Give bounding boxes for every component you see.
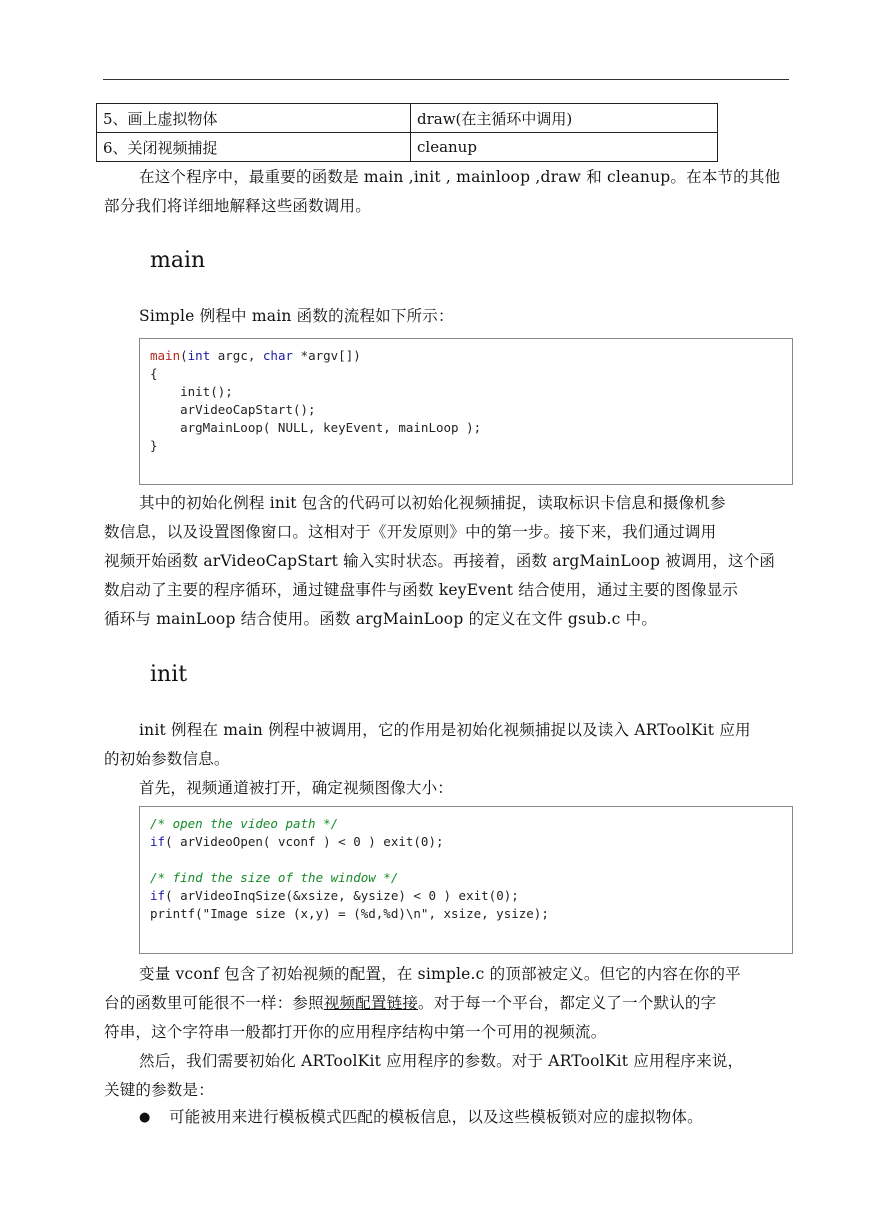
init-para3-line-1: 变量 vconf 包含了初始视频的配置，在 simple.c 的顶部被定义。但它的内容在你的平 (139, 965, 741, 983)
code-token: ( arVideoInqSize(&xsize, &ysize) < 0 ) exit(0); (165, 888, 519, 903)
code-token: *argv[]) (293, 348, 361, 363)
table-row (97, 133, 718, 162)
code-comment: /* open the video path */ (150, 816, 339, 831)
main-lead: Simple 例程中 main 函数的流程如下所示： (139, 307, 454, 325)
init-para1-line-1: init 例程在 main 例程中被调用，它的作用是初始化视频捕捉以及读入 ARToolKit 应用 (139, 721, 751, 739)
code-line: printf("Image size (x,y) = (%d,%d)\n", xsize, ysize); (150, 906, 549, 921)
init-para4-line-1: 然后，我们需要初始化 ARToolKit 应用程序的参数。对于 ARToolKit 应用程序来说， (139, 1052, 744, 1070)
code-line: } (150, 438, 158, 453)
main-para-line-1: 其中的初始化例程 init 包含的代码可以初始化视频捕捉，读取标识卡信息和摄像机参 (139, 494, 726, 512)
code-line: { (150, 366, 158, 381)
code-token: if (150, 834, 166, 849)
para-text: 。对于每一个平台，都定义了一个默认的字 (418, 994, 717, 1012)
video-config-link[interactable]: 视频配置链接 (323, 994, 419, 1012)
intro-line-1: 在这个程序中，最重要的函数是 main ,init , mainloop ,draw 和 cleanup。在本节的其他 (139, 168, 781, 186)
code-token: argc, (210, 348, 263, 363)
code-token: ( (180, 348, 188, 363)
heading-main: main (150, 248, 206, 273)
code-token: ( arVideoOpen( vconf ) < 0 ) exit(0); (165, 834, 444, 849)
init-para1-line-2: 的初始参数信息。 (104, 750, 230, 768)
table-cell-function: draw(在主循环中调用) (411, 104, 718, 133)
code-block-init (139, 806, 793, 954)
heading-init: init (150, 662, 188, 687)
table-row (97, 104, 718, 133)
header-rule (103, 79, 789, 80)
code-token: char (262, 348, 294, 363)
main-para-line-2: 数信息，以及设置图像窗口。这相对于《开发原则》中的第一步。接下来，我们通过调用 (104, 523, 717, 541)
table-cell-step: 6、关闭视频捕捉 (97, 133, 411, 162)
para-text: 台的函数里可能很不一样：参照 (104, 994, 324, 1012)
init-para3-line-3: 符串，这个字符串一般都打开你的应用程序结构中第一个可用的视频流。 (104, 1023, 607, 1041)
steps-table (96, 103, 718, 162)
code-token: main (150, 348, 181, 363)
main-para-line-4: 数启动了主要的程序循环，通过键盘事件与函数 keyEvent 结合使用，通过主要的图像显示 (104, 581, 739, 599)
table-cell-function: cleanup (411, 133, 718, 162)
main-para-line-5: 循环与 mainLoop 结合使用。函数 argMainLoop 的定义在文件 gsub.c 中。 (104, 610, 658, 628)
code-token: int (187, 348, 211, 363)
bullet-icon: ● (139, 1110, 151, 1125)
bullet-item-1: 可能被用来进行模板模式匹配的模板信息，以及这些模板锁对应的虚拟物体。 (169, 1108, 703, 1126)
code-line: arVideoCapStart(); (150, 402, 316, 417)
code-line: argMainLoop( NULL, keyEvent, mainLoop ); (150, 420, 482, 435)
init-para3-line-2 (104, 989, 716, 1018)
table-cell-step: 5、画上虚拟物体 (97, 104, 411, 133)
code-block-main (139, 338, 793, 485)
intro-line-2: 部分我们将详细地解释这些函数调用。 (104, 197, 371, 215)
init-para4-line-2: 关键的参数是： (104, 1081, 214, 1099)
code-comment: /* find the size of the window */ (150, 870, 399, 885)
code-token: if (150, 888, 166, 903)
code-line: init(); (150, 384, 233, 399)
main-para-line-3: 视频开始函数 arVideoCapStart 输入实时状态。再接着，函数 argMainLoop 被调用，这个函 (104, 552, 776, 570)
init-para2: 首先，视频通道被打开，确定视频图像大小： (139, 779, 454, 797)
